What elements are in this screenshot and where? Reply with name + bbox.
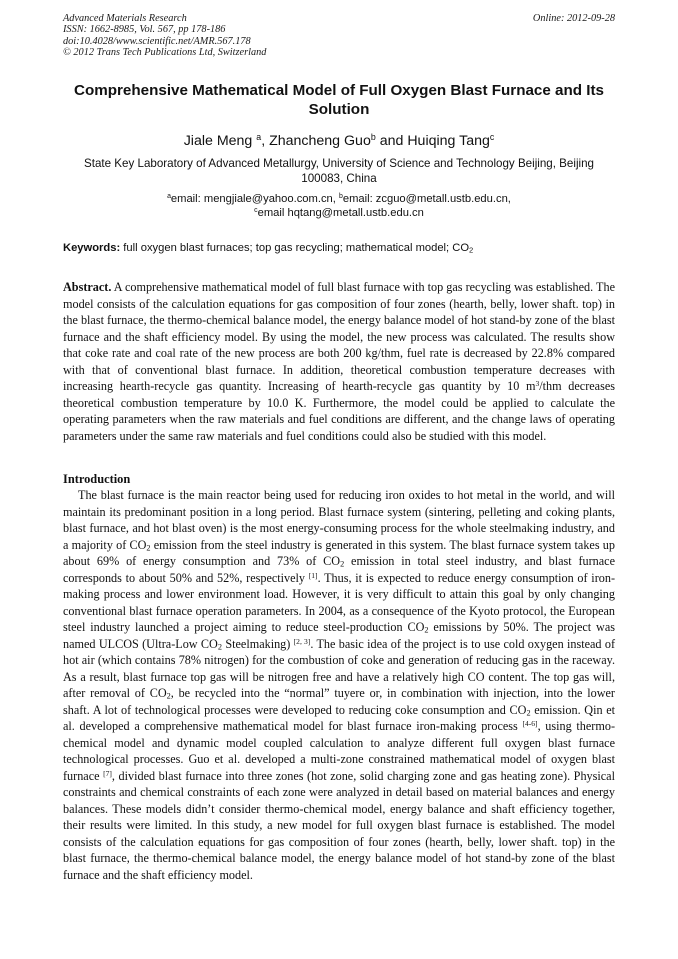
intro-text: , divided blast furnace into three zones (hot zone, solid charging zone and gas heating zone). Physical constraints and chemical constraints of each zone were analyzed in detail based on material balances and energy balances. These models didn’t consider thermo-chemical model, energy balance and shaft efficiency together, their results were limited. In this study, a new model for full oxygen blast furnace is established. The model consists of the calculation equations for gas composition of four zones (hearth, belly, lower shaft. top) in the blast furnace, the thermo-chemical balance model, the energy balance model of hot stand-by zone of the blast furnace and the shaft efficiency model. [63,768,615,882]
subscript: 2 [469,245,474,255]
email-mark: a [167,193,171,201]
section-heading-introduction: Introduction [63,472,131,486]
affiliation: State Key Laboratory of Advanced Metallurgy, University of Science and Technology Beijing, Beijing 100083, China [84,157,594,185]
email-mark: b [338,193,343,201]
author-list [62,132,616,150]
email-line [62,206,616,220]
intro-text: emission from the steel industry is generated in this system. The blast furnace system takes up about 69% of energy consumption and 73% of CO [63,537,615,568]
author-mark: b [370,132,376,143]
introduction-paragraph [63,487,615,883]
email-mark: c [254,207,258,215]
subscript: 2 [146,543,151,553]
intro-text: emission. Qin et al. developed a comprehensive mathematical model for blast furnace iron-making process [63,702,615,733]
journal-header [63,13,266,59]
author-separator: , [261,133,270,149]
journal-name: Advanced Materials Research [63,13,187,24]
issn-line: ISSN: 1662-8985, Vol. 567, pp 178-186 [63,24,226,36]
superscript: 3 [535,378,540,388]
citation: [1] [308,570,318,580]
author-mark: a [256,132,262,143]
abstract-paragraph [63,279,615,444]
keywords-label: Keywords: [63,242,121,254]
intro-text: , be recycled into the “normal” tuyere or, in combination with injection, into the lower shaft. A lot of technological processes were developed to reducing coke consumption and CO [63,686,615,717]
author-name: Huiqing Tang [407,133,490,149]
author-name: Zhancheng Guo [269,133,371,149]
online-date: Online: 2012-09-28 [532,13,615,24]
citation: [7] [103,768,112,778]
copyright-line: © 2012 Trans Tech Publications Ltd, Switzerland [63,47,267,59]
subscript: 2 [217,642,223,652]
email-c: email hqtang@metall.ustb.edu.cn [257,207,424,219]
abstract-text: /thm decreases theoretical combustion temperature by 10.0 K. Furthermore, the model could be applied to calculate the operating parameters when the raw materials and fuel conditions are different, and the change laws of operating parameters under the same raw materials and fuel conditions could also be studied with this model. [63,379,615,443]
citation: [2, 3] [293,636,311,646]
subscript: 2 [424,625,429,635]
author-separator: and [375,133,408,149]
intro-text: Steelmaking) [222,636,294,651]
citation: [4-6] [522,718,538,728]
email-a: email: mengjiale@yahoo.com.cn, [170,193,339,205]
author-name: Jiale Meng [183,133,253,149]
author-mark: c [489,132,495,143]
intro-text: . The basic idea of the project is to use cold oxygen instead of hot air (which contains 78% nitrogen) for the combustion of coke and generation of reducing gas in the raceway. As a result, blast furnace top gas will be nitrogen free and have a relatively high CO content. The top gas will, after removal of CO [63,636,616,700]
intro-text: . Thus, it is expected to reduce energy consumption of iron-making process and lower environment load. However, it is very difficult to attain this goal by only changing conventional blast furnace operation parameters. In 2004, as a consequence of the Kyoto protocol, the European steel industry launched a project aiming to reduce steel-production CO [63,570,615,634]
email-b: email: zcguo@metall.ustb.edu.cn, [342,193,511,205]
abstract-text: A comprehensive mathematical model of full blast furnace with top gas recycling was established. The model consists of the calculation equations for gas composition of four zones (hearth, belly, lower shaft. top) in the blast furnace, the thermo-chemical balance model, the energy balance model of hot stand-by zone of the blast furnace and the shaft efficiency model. By using the model, the new process was calculated. The results show that coke rate and coal rate of the new process are both 200 kg/thm, fuel rate is decreased by 22.8% compared with that of conventional blast furnace. In addition, theoretical combustion temperature decreases with increasing hearth-recycle gas quantity. Increasing of hearth-recycle gas quantity by 10 m [63,280,615,393]
abstract-label: Abstract. [63,280,112,294]
paper-title: Comprehensive Mathematical Model of Full Oxygen Blast Furnace and Its Solution [74,82,604,118]
subscript: 2 [526,708,531,718]
intro-text: emissions by 50%. The project was named ULCOS (Ultra-Low CO [63,620,615,651]
email-line [62,192,616,206]
intro-text: emission in total steel industry, and blast furnace corresponds to about 50% and 52%, respectively [63,554,615,585]
subscript: 2 [166,691,171,701]
keywords [63,241,615,255]
intro-text: , using thermo-chemical model and dynamic model coupled calculation to analyze different full oxygen blast furnace technological processes. Guo et al. developed a multi-zone constrained mathematical model of oxygen blast furnace [63,719,615,783]
subscript: 2 [340,559,345,569]
doi-line: doi:10.4028/www.scientific.net/AMR.567.178 [63,35,251,47]
author-emails [62,192,616,220]
intro-text: The blast furnace is the main reactor being used for reducing iron oxides to hot metal in the world, and will maintain its predominant position in a long period. Blast furnace system (sintering, pelleting and coking plants, blast furnace, and hot blast oven) is the most energy-consuming process for the whole steelmaking industry, and a majority of CO [63,488,615,552]
keywords-text: full oxygen blast furnaces; top gas recycling; mathematical model; CO [120,242,470,254]
